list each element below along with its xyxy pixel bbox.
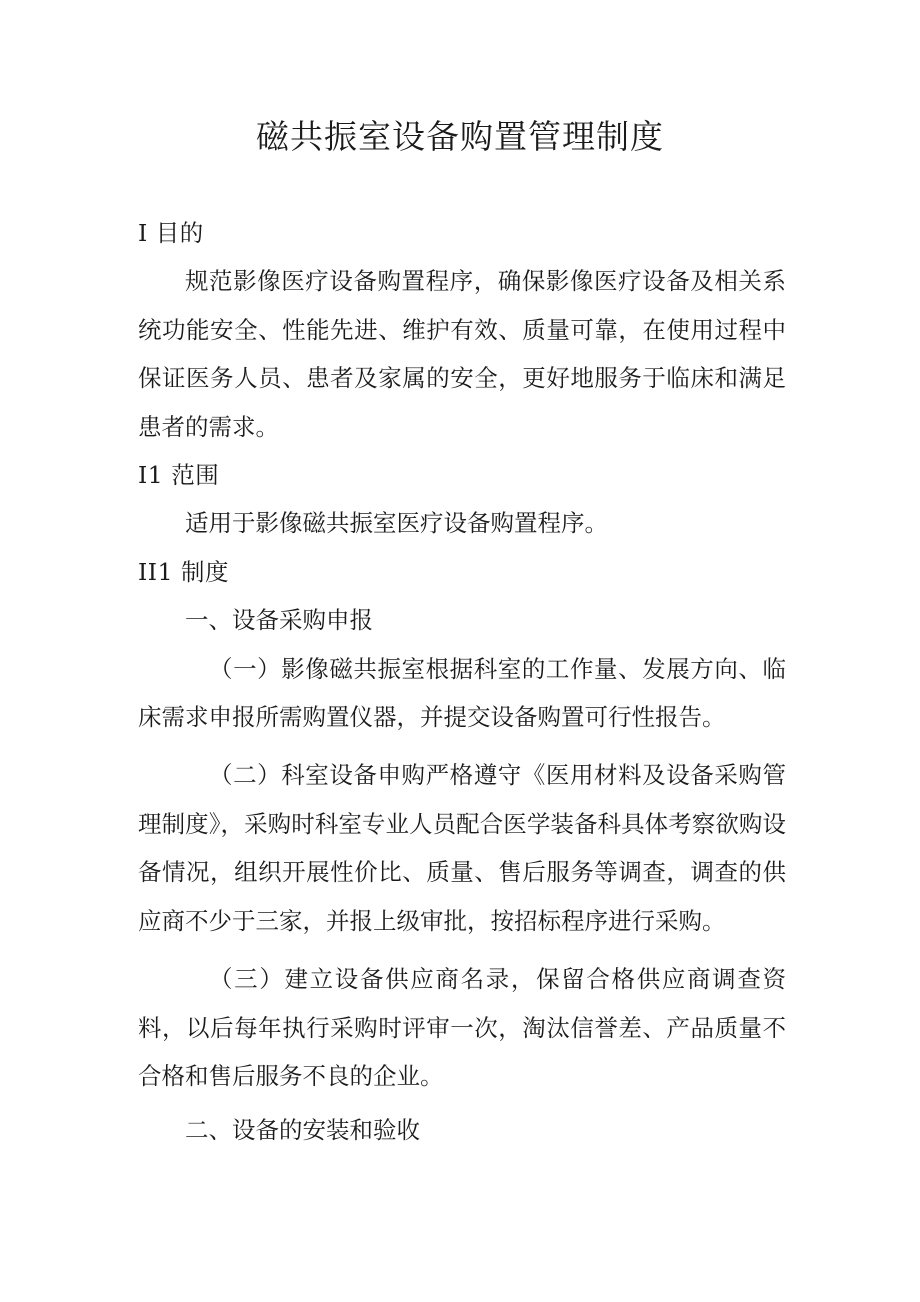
scope-paragraph: 适用于影像磁共振室医疗设备购置程序。 bbox=[185, 509, 608, 538]
section-heading-policy: II1 制度 bbox=[138, 557, 229, 586]
section-heading-purpose: I 目的 bbox=[138, 219, 204, 247]
procurement-item-2: （二）科室设备申购严格遵守《医用材料及设备采购管理制度》，采购时科室专业人员配合医学装备科具体考察欲购设备情况，组织开展性价比、质量、售后服务等调查，调查的供应商不少于三家，并报上级审批，按招标程序进行采购。 bbox=[138, 761, 786, 935]
subsection-heading-installation: 二、设备的安装和验收 bbox=[185, 1116, 420, 1145]
procurement-item-1: （一）影像磁共振室根据科室的工作量、发展方向、临床需求申报所需购置仪器，并提交设备购置可行性报告。 bbox=[138, 654, 786, 732]
subsection-heading-procurement: 一、设备采购申报 bbox=[185, 606, 373, 635]
document-title: 磁共振室设备购置管理制度 bbox=[256, 117, 664, 156]
section-heading-scope: I1 范围 bbox=[138, 461, 220, 490]
document-body bbox=[138, 209, 786, 1155]
procurement-item-3: （三）建立设备供应商名录，保留合格供应商调查资料，以后每年执行采购时评审一次，淘汰信誉差、产品质量不合格和售后服务不良的企业。 bbox=[138, 965, 786, 1090]
purpose-paragraph: 规范影像医疗设备购置程序，确保影像医疗设备及相关系统功能安全、性能先进、维护有效、质量可靠，在使用过程中保证医务人员、患者及家属的安全，更好地服务于临床和满足患者的需求。 bbox=[138, 267, 786, 441]
